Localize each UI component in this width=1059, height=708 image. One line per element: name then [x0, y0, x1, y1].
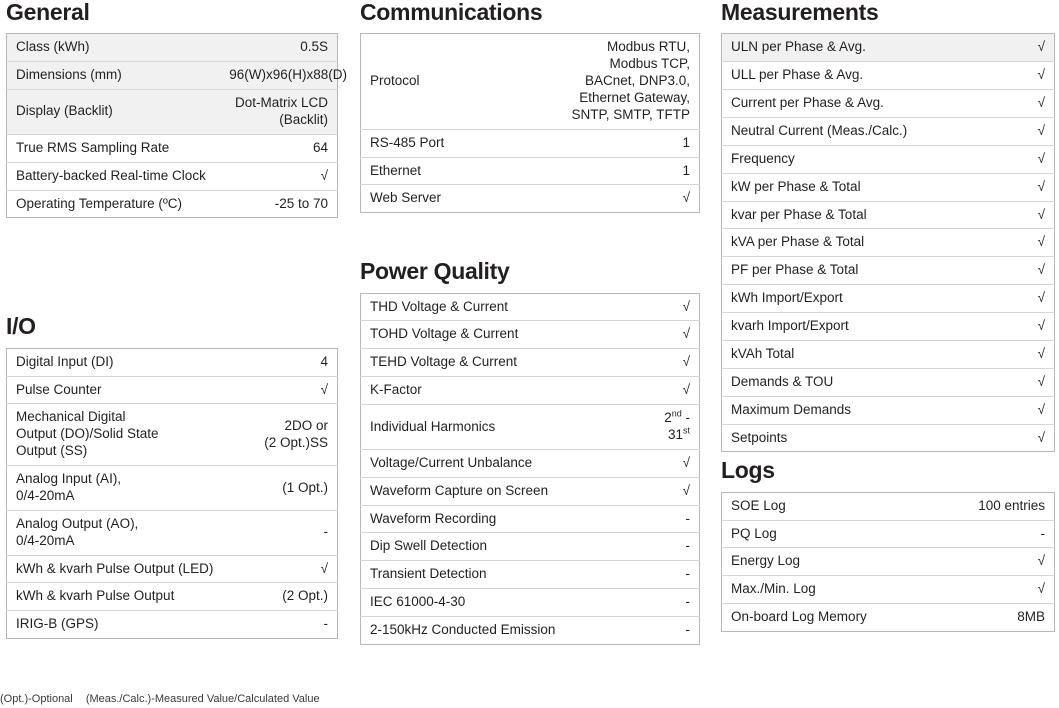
row-value: Dot-Matrix LCD (Backlit)	[220, 90, 337, 135]
table-row	[361, 321, 700, 349]
row-value: √	[1006, 424, 1054, 452]
row-value: √	[1006, 62, 1054, 90]
table-row	[722, 340, 1055, 368]
row-value: √	[1006, 340, 1054, 368]
row-label: Maximum Demands	[722, 396, 1007, 424]
row-value: 1	[528, 157, 699, 185]
row-value: √	[243, 376, 337, 404]
table-logs	[721, 492, 1055, 632]
table-row	[361, 157, 700, 185]
table-row	[722, 520, 1055, 548]
column-spacer	[360, 213, 700, 259]
table-row	[361, 505, 700, 533]
row-label: IEC 61000-4-30	[361, 589, 630, 617]
row-label: Voltage/Current Unbalance	[361, 449, 630, 477]
row-label: Transient Detection	[361, 561, 630, 589]
row-label: kWh Import/Export	[722, 285, 1007, 313]
row-label: Analog Input (AI), 0/4-20mA	[7, 466, 244, 511]
row-value: √	[528, 185, 699, 213]
table-row	[722, 90, 1055, 118]
row-value: √	[1006, 285, 1054, 313]
table-communications	[360, 33, 700, 213]
table-row	[7, 34, 338, 62]
row-value: 8MB	[946, 604, 1054, 632]
section-title-io: I/O	[6, 313, 36, 340]
column-right	[721, 0, 1055, 632]
row-value: √	[630, 477, 700, 505]
table-row	[7, 583, 338, 611]
row-value: √	[630, 349, 700, 377]
row-label: Setpoints	[722, 424, 1007, 452]
section-title-communications: Communications	[360, 0, 543, 25]
table-row	[7, 62, 338, 90]
row-label: Frequency	[722, 145, 1007, 173]
table-row	[361, 477, 700, 505]
row-value: √	[946, 548, 1054, 576]
row-label: kVA per Phase & Total	[722, 229, 1007, 257]
row-value: (2 Opt.)	[243, 583, 337, 611]
row-value: -25 to 70	[220, 190, 337, 218]
row-value: -	[630, 505, 700, 533]
row-label: Web Server	[361, 185, 529, 213]
row-label: Demands & TOU	[722, 368, 1007, 396]
table-row	[722, 548, 1055, 576]
row-value: -	[630, 533, 700, 561]
row-label: kVAh Total	[722, 340, 1007, 368]
row-value: √	[1006, 34, 1054, 62]
table-row	[7, 611, 338, 639]
row-label: Battery-backed Real-time Clock	[7, 162, 221, 190]
row-label: Analog Output (AO), 0/4-20mA	[7, 510, 244, 555]
row-label: Operating Temperature (ºC)	[7, 190, 221, 218]
row-value: √	[1006, 257, 1054, 285]
row-label: kW per Phase & Total	[722, 173, 1007, 201]
row-value: 64	[220, 134, 337, 162]
row-label: ULN per Phase & Avg.	[722, 34, 1007, 62]
row-label: Energy Log	[722, 548, 947, 576]
section-title-general: General	[6, 0, 90, 25]
row-value: 0.5S	[220, 34, 337, 62]
column-left	[6, 0, 348, 639]
row-value: -	[243, 611, 337, 639]
row-value: 2DO or (2 Opt.)SS	[243, 404, 337, 466]
row-label: Individual Harmonics	[361, 405, 630, 450]
row-value: √	[1006, 90, 1054, 118]
table-power-quality	[360, 293, 700, 645]
row-label: Neutral Current (Meas./Calc.)	[722, 117, 1007, 145]
table-io	[6, 348, 338, 640]
table-row	[722, 173, 1055, 201]
table-row	[361, 129, 700, 157]
row-label: True RMS Sampling Rate	[7, 134, 221, 162]
row-value: -	[630, 561, 700, 589]
table-row	[361, 377, 700, 405]
table-row	[722, 492, 1055, 520]
table-row	[361, 293, 700, 321]
table-row	[7, 555, 338, 583]
table-row	[7, 376, 338, 404]
row-label: Ethernet	[361, 157, 529, 185]
row-label: kWh & kvarh Pulse Output	[7, 583, 244, 611]
row-value: √	[243, 555, 337, 583]
table-row	[722, 285, 1055, 313]
row-value: 96(W)x96(H)x88(D)	[220, 62, 337, 90]
row-value: Modbus RTU, Modbus TCP, BACnet, DNP3.0, Ethernet Gateway, SNTP, SMTP, TFTP	[528, 34, 699, 129]
table-row	[361, 561, 700, 589]
row-label: IRIG-B (GPS)	[7, 611, 244, 639]
row-label: Pulse Counter	[7, 376, 244, 404]
footnote-row	[0, 693, 330, 705]
row-value: √	[1006, 229, 1054, 257]
row-label: PF per Phase & Total	[722, 257, 1007, 285]
row-value: 4	[243, 348, 337, 376]
row-label: Class (kWh)	[7, 34, 221, 62]
row-label: 2-150kHz Conducted Emission	[361, 617, 630, 645]
row-label: ULL per Phase & Avg.	[722, 62, 1007, 90]
table-measurements	[721, 33, 1055, 452]
row-value: 1	[528, 129, 699, 157]
row-value: √	[220, 162, 337, 190]
table-row	[722, 396, 1055, 424]
row-label: SOE Log	[722, 492, 947, 520]
row-label: Protocol	[361, 34, 529, 129]
row-value: √	[1006, 313, 1054, 341]
table-row	[722, 145, 1055, 173]
row-value: √	[630, 377, 700, 405]
table-row	[7, 134, 338, 162]
row-value: 2nd - 31st	[630, 405, 700, 450]
table-row	[361, 405, 700, 450]
row-label: PQ Log	[722, 520, 947, 548]
table-row	[361, 617, 700, 645]
row-value: √	[1006, 145, 1054, 173]
table-row	[722, 34, 1055, 62]
row-label: Max./Min. Log	[722, 576, 947, 604]
table-row	[7, 404, 338, 466]
table-row	[722, 257, 1055, 285]
row-label: Dimensions (mm)	[7, 62, 221, 90]
row-value: √	[946, 576, 1054, 604]
column-middle	[360, 0, 700, 645]
row-label: RS-485 Port	[361, 129, 529, 157]
row-label: Waveform Recording	[361, 505, 630, 533]
table-row	[722, 424, 1055, 452]
table-row	[722, 368, 1055, 396]
row-value: √	[1006, 368, 1054, 396]
table-row	[7, 90, 338, 135]
table-row	[361, 185, 700, 213]
row-value: -	[243, 510, 337, 555]
table-row	[361, 533, 700, 561]
row-label: TOHD Voltage & Current	[361, 321, 630, 349]
table-row	[361, 34, 700, 129]
row-value: √	[1006, 117, 1054, 145]
table-row	[722, 576, 1055, 604]
row-value: -	[630, 617, 700, 645]
footnote-measured-calculated: (Meas./Calc.)-Measured Value/Calculated Value	[85, 693, 320, 705]
table-row	[7, 190, 338, 218]
row-value: √	[630, 321, 700, 349]
table-row	[361, 449, 700, 477]
table-row	[722, 62, 1055, 90]
row-value: (1 Opt.)	[243, 466, 337, 511]
row-value: √	[1006, 173, 1054, 201]
footnote-optional: (Opt.)-Optional	[0, 693, 73, 705]
row-value: √	[1006, 396, 1054, 424]
table-row	[722, 229, 1055, 257]
row-label: Waveform Capture on Screen	[361, 477, 630, 505]
row-value: √	[630, 293, 700, 321]
table-row	[722, 201, 1055, 229]
column-spacer	[6, 218, 338, 314]
table-row	[361, 349, 700, 377]
row-label: Digital Input (DI)	[7, 348, 244, 376]
row-label: TEHD Voltage & Current	[361, 349, 630, 377]
table-row	[7, 466, 338, 511]
row-label: kWh & kvarh Pulse Output (LED)	[7, 555, 244, 583]
section-title-measurements: Measurements	[721, 0, 879, 25]
table-row	[7, 510, 338, 555]
section-title-power-quality: Power Quality	[360, 258, 510, 285]
row-label: Dip Swell Detection	[361, 533, 630, 561]
table-row	[7, 348, 338, 376]
row-value: √	[1006, 201, 1054, 229]
table-general	[6, 33, 348, 218]
row-label: kvarh Import/Export	[722, 313, 1007, 341]
row-value: -	[946, 520, 1054, 548]
row-value: 100 entries	[946, 492, 1054, 520]
row-value: √	[630, 449, 700, 477]
row-label: K-Factor	[361, 377, 630, 405]
table-row	[722, 117, 1055, 145]
table-row	[361, 589, 700, 617]
row-label: kvar per Phase & Total	[722, 201, 1007, 229]
table-row	[722, 604, 1055, 632]
section-title-logs: Logs	[721, 457, 775, 484]
table-row	[7, 162, 338, 190]
table-row	[722, 313, 1055, 341]
row-label: Current per Phase & Avg.	[722, 90, 1007, 118]
row-value: -	[630, 589, 700, 617]
row-label: THD Voltage & Current	[361, 293, 630, 321]
row-label: Display (Backlit)	[7, 90, 221, 135]
row-label: On-board Log Memory	[722, 604, 947, 632]
row-label: Mechanical Digital Output (DO)/Solid State Output (SS)	[7, 404, 244, 466]
